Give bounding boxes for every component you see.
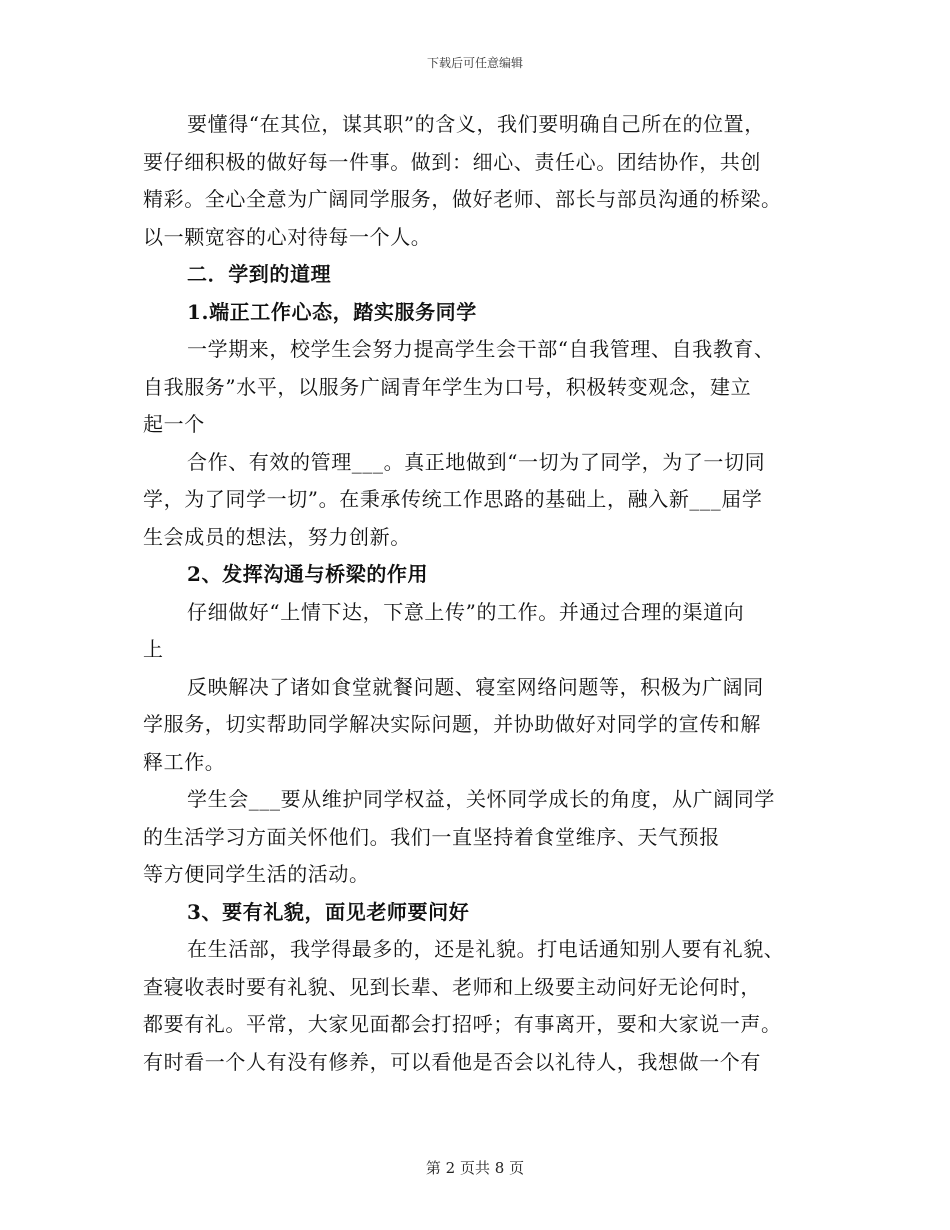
section-heading: 3、要有礼貌，面见老师要问好 — [187, 899, 470, 924]
document-body — [143, 106, 815, 1081]
text-line: 学生会___要从维护同学权益，关怀同学成长的角度，从广阔同学 — [187, 787, 775, 811]
text-line: 要懂得“在其位，谋其职”的含义，我们要明确自己所在的位置， — [187, 112, 765, 136]
text-line: 等方便同学生活的活动。 — [143, 862, 370, 886]
section-heading: 二．学到的道理 — [187, 262, 332, 286]
text-line: 合作、有效的管理___。真正地做到“一切为了同学，为了一切同 — [187, 449, 766, 474]
section-heading: 2、发挥沟通与桥梁的作用 — [187, 562, 429, 586]
text-line: 都要有礼。平常，大家见面都会打招呼；有事离开，要和大家说一声。 — [143, 1012, 782, 1036]
text-line: 起一个 — [143, 412, 205, 436]
page-footer: 第 2 页共 8 页 — [425, 1159, 525, 1177]
text-line: 自我服务”水平，以服务广阔青年学生为口号，积极转变观念，建立 — [143, 374, 752, 399]
text-line: 仔细做好“上情下达，下意上传”的工作。并通过合理的渠道向 — [187, 599, 745, 624]
text-line: 学，为了同学一切”。在秉承传统工作思路的基础上，融入新___届学 — [143, 487, 763, 511]
text-line: 精彩。全心全意为广阔同学服务，做好老师、部长与部员沟通的桥梁。 — [143, 187, 782, 211]
text-line: 要仔细积极的做好每一件事。做到：细心、责任心。团结协作，共创 — [143, 149, 761, 174]
text-line: 的生活学习方面关怀他们。我们一直坚持着食堂维序、天气预报 — [143, 824, 720, 849]
text-line: 有时看一个人有没有修养，可以看他是否会以礼待人，我想做一个有 — [143, 1049, 761, 1074]
text-line: 生会成员的想法，努力创新。 — [143, 524, 411, 549]
section-heading: 1.端正工作心态，踏实服务同学 — [187, 299, 477, 324]
text-line: 学服务，切实帮助同学解决实际问题，并协助做好对同学的宣传和解 — [143, 712, 761, 736]
text-line: 反映解决了诸如食堂就餐问题、寝室网络问题等，积极为广阔同 — [187, 674, 764, 699]
text-line: 以一颗宽容的心对待每一个人。 — [143, 224, 432, 249]
page-header: 下载后可任意编辑 — [426, 56, 523, 70]
text-line: 上 — [143, 637, 164, 661]
text-line: 释工作。 — [143, 749, 226, 774]
text-line: 一学期来，校学生会努力提高学生会干部“自我管理、自我教育、 — [187, 337, 775, 361]
text-line: 在生活部，我学得最多的，还是礼貌。打电话通知别人要有礼貌、 — [187, 937, 785, 961]
text-line: 查寝收表时要有礼貌、见到长辈、老师和上级要主动问好无论何时， — [143, 974, 761, 999]
